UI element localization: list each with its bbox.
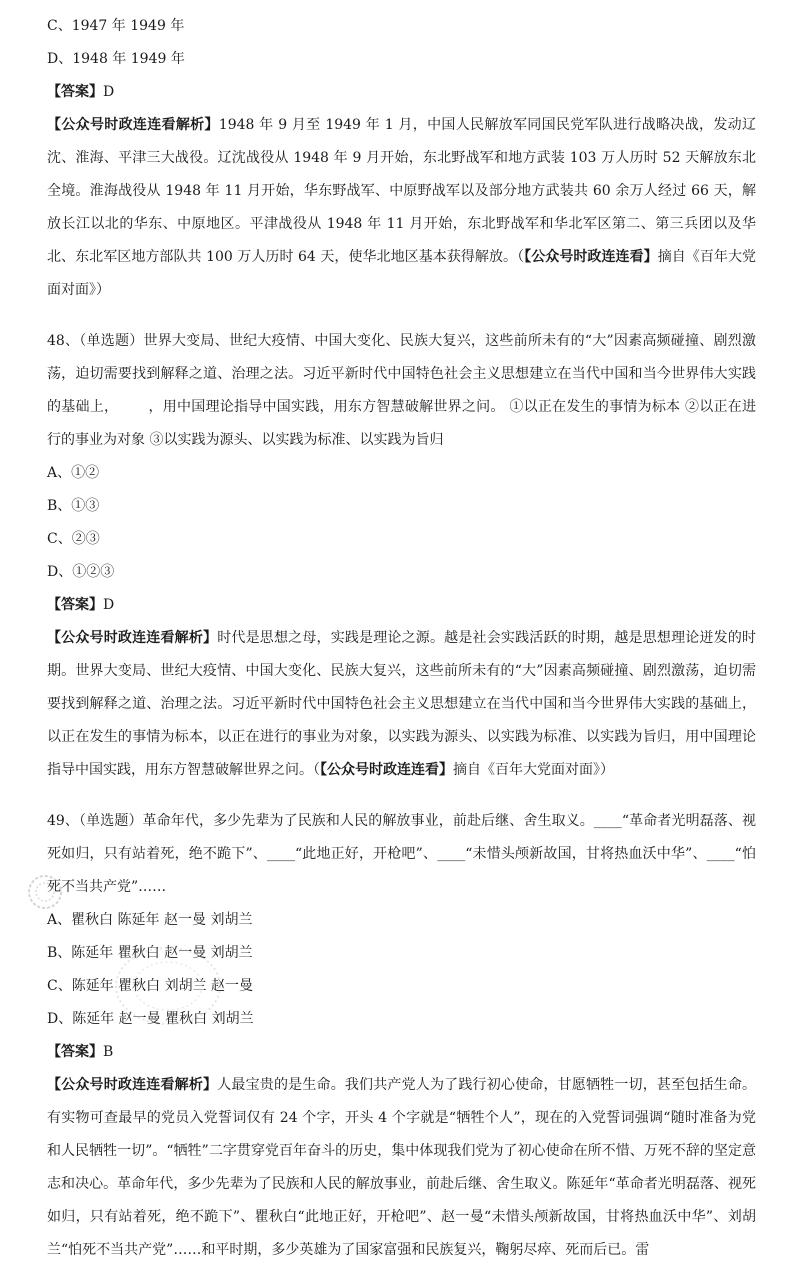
- q48-option-d: D、①②③: [47, 564, 115, 580]
- q49-stem: 49、（单选题）革命年代，多少先辈为了民族和人民的解放事业，前赴后继、舍生取义。____“革命者光明磊落、视死如归，只有站着死，绝不跪下”、____“此地正好，开枪吧”、____“未惜头颅新故国，甘将热血沃中华”、____“怕死不当共产党”……: [47, 813, 756, 895]
- q49-answer: [47, 1036, 756, 1069]
- answer-label: 【答案】: [47, 597, 103, 613]
- q49-option-c: C、陈延年 瞿秋白 刘胡兰 赵一曼: [47, 978, 254, 994]
- q49-option-a: A、瞿秋白 陈延年 赵一曼 刘胡兰: [47, 912, 253, 928]
- q48-answer: [47, 589, 756, 622]
- q48-stem: [47, 325, 756, 457]
- watermark-stamp-icon: [25, 872, 65, 912]
- q47-option-c: C、1947 年 1949 年: [47, 18, 185, 34]
- source-label: 【公众号时政连连看】: [320, 762, 453, 778]
- q49-option-b: B、陈延年 瞿秋白 赵一曼 刘胡兰: [47, 945, 253, 961]
- q49-analysis: [47, 1069, 756, 1267]
- answer-label: 【答案】: [47, 1044, 103, 1060]
- source-label: 【公众号时政连连看】: [524, 249, 658, 265]
- q47-option-d: D、1948 年 1949 年: [47, 51, 185, 67]
- q49-option-d: D、陈延年 赵一曼 瞿秋白 刘胡兰: [47, 1011, 254, 1027]
- answer-value: B: [103, 1044, 114, 1060]
- analysis-text: 人最宝贵的是生命。我们共产党人为了践行初心使命，甘愿牺牲一切，甚至包括生命。有实物可查最早的党员入党誓词仅有 24 个字，开头 4 个字就是“牺牲个人”，现在的入党誓词强调“随时准备为党和人民牺牲一切”。“牺牲”二字贯穿党百年奋斗的历史，集中体现我们党为了初心使命在所不惜、万死不辞的坚定意志和决心。革命年代，多少先辈为了民族和人民的解放事业，前赴后继、舍生取义。陈延年“革命者光明磊落、视死如归，只有站着死，绝不跪下”、瞿秋白“此地正好，开枪吧”、赵一曼“未惜头颅新故国，甘将热血沃中华”、刘胡兰“怕死不当共产党”……和平时期，多少英雄为了国家富强和民族复兴，鞠躬尽瘁、死而后已。雷: [47, 1077, 757, 1258]
- q48-analysis: [47, 622, 756, 787]
- q48-option-a: A、①②: [47, 465, 100, 481]
- analysis-text: 1948 年 9 月至 1949 年 1 月，中国人民解放军同国民党军队进行战略决战，发动辽沈、淮海、平津三大战役。辽沈战役从 1948 年 9 月开始，东北野战军和地方武装 103 万人历时 52 天解放东北全境。淮海战役从 1948 年 11 月开始，华东野战军、中原野战军以及部分地方武装共 60 余万人经过 66 天，解放长江以北的华东、中原地区。平津战役从 1948 年 11 月开始，东北野战军和华北军区第二、第三兵团以及华北、东北军区地方部队共 100 万人历时 64 天，使华北地区基本获得解放。（: [47, 117, 756, 265]
- answer-value: D: [103, 597, 115, 613]
- analysis-text: 时代是思想之母，实践是理论之源。越是社会实践活跃的时期，越是思想理论迸发的时期。世界大变局、世纪大疫情、中国大变化、民族大复兴，这些前所未有的“大”因素高频碰撞、剧烈激荡，迫切需要找到解释之道、治理之法。习近平新时代中国特色社会主义思想建立在当代中国和当今世界伟大实践的基础上，以正在发生的事情为标本，以正在进行的事业为对象，以实践为源头、以实践为标准、以实践为旨归，用中国理论指导中国实践，用东方智慧破解世界之问。（: [47, 630, 757, 778]
- analysis-label: 【公众号时政连连看解析】: [47, 630, 218, 646]
- analysis-label: 【公众号时政连连看解析】: [47, 1077, 218, 1093]
- answer-value: D: [103, 84, 115, 100]
- q47-analysis: [47, 109, 756, 307]
- q47-answer: [47, 76, 756, 109]
- analysis-label: 【公众号时政连连看解析】: [47, 117, 219, 133]
- q48-stem-part1: 48、（单选题）世界大变局、世纪大疫情、中国大变化、民族大复兴，这些前所未有的“大”因素高频碰撞、剧烈激荡，迫切需要找到解释之道、治理之法。习近平新时代中国特色社会主义思想建立在当代中国和当今世界伟大实践的基础上，: [47, 333, 756, 415]
- answer-label: 【答案】: [47, 84, 103, 100]
- source-text: 摘自《百年大党面对面》）: [47, 249, 757, 298]
- watermark-smudge-icon: [108, 938, 228, 1033]
- q48-stem-part2: ，用中国理论指导中国实践，用东方智慧破解世界之问。 ①以正在发生的事情为标本 ②以正在进行的事业为对象 ③以实践为源头、以实践为标准、以实践为旨归: [47, 399, 756, 448]
- q48-option-c: C、②③: [47, 531, 100, 547]
- source-text: 摘自《百年大党面对面》）: [453, 762, 614, 778]
- spacer: [47, 307, 756, 325]
- q48-option-b: B、①③: [47, 498, 100, 514]
- spacer: [47, 787, 756, 805]
